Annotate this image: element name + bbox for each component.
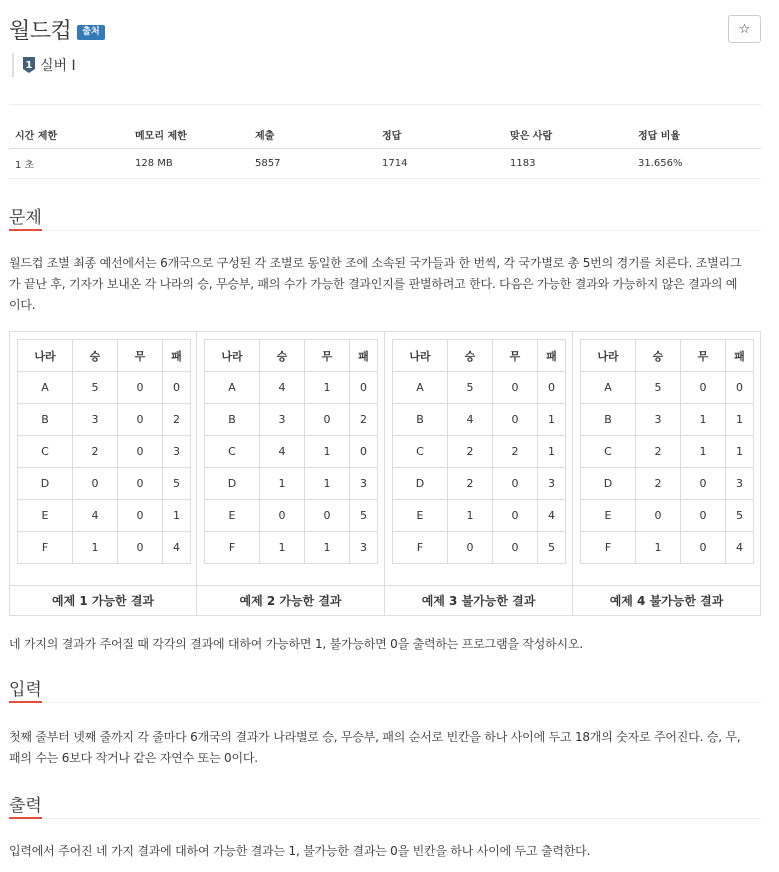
- tier-label[interactable]: 실버 I: [40, 58, 76, 74]
- example-row: [581, 436, 754, 468]
- example-caption: 예제 2 가능한 결과: [197, 585, 384, 615]
- example-cell: 5: [350, 500, 378, 532]
- example-row: [393, 468, 566, 500]
- example-cell: 2: [493, 436, 538, 468]
- example-header-cell: 패: [538, 340, 566, 372]
- info-value: 5857: [249, 148, 376, 178]
- example-row: [18, 372, 191, 404]
- problem-info-table: [9, 121, 761, 179]
- example-cell: 0: [681, 468, 726, 500]
- example-cell: A: [205, 372, 260, 404]
- example-cell: 0: [350, 372, 378, 404]
- example-cell: 0: [118, 436, 163, 468]
- example-cell: C: [18, 436, 73, 468]
- example-cell: 5: [636, 372, 681, 404]
- example-cell: 1: [636, 532, 681, 564]
- example-cell: 0: [73, 468, 118, 500]
- example-cell: F: [205, 532, 260, 564]
- example-header-row: [18, 340, 191, 372]
- example-cell: 4: [448, 404, 493, 436]
- example-cell: 1: [448, 500, 493, 532]
- example-row: [581, 468, 754, 500]
- example-cell: 2: [73, 436, 118, 468]
- output-heading-underline: [9, 817, 42, 819]
- example-cell: C: [393, 436, 448, 468]
- example-cell: 5: [448, 372, 493, 404]
- example-cell: 0: [493, 532, 538, 564]
- example-cell: 1: [305, 532, 350, 564]
- output-heading: 출력: [9, 796, 42, 816]
- page-title: 월드컵: [9, 18, 72, 44]
- example-cell: C: [205, 436, 260, 468]
- example-cell: A: [393, 372, 448, 404]
- example-cell: 4: [726, 532, 754, 564]
- example-cell: 0: [493, 468, 538, 500]
- example-cell: 1: [305, 468, 350, 500]
- example-cell: D: [581, 468, 636, 500]
- example-cell: 3: [538, 468, 566, 500]
- example-cell: 2: [350, 404, 378, 436]
- tier-number: 1: [25, 60, 33, 71]
- example-cell: 1: [681, 436, 726, 468]
- example-tables: [9, 331, 761, 616]
- example-cell: F: [18, 532, 73, 564]
- example-header-cell: 나라: [205, 340, 260, 372]
- tier-shield-icon: [23, 57, 35, 73]
- info-value: 1 초: [9, 148, 129, 178]
- example-cell: D: [393, 468, 448, 500]
- example-header-cell: 나라: [581, 340, 636, 372]
- example-cell: 0: [118, 468, 163, 500]
- example-cell: 3: [726, 468, 754, 500]
- example-cell: A: [18, 372, 73, 404]
- example-row: [205, 404, 378, 436]
- title-row: [9, 12, 105, 46]
- example-cell: 0: [681, 532, 726, 564]
- input-description: [9, 727, 761, 769]
- section-divider: [9, 702, 761, 703]
- example-header-cell: 무: [493, 340, 538, 372]
- example-cell: 1: [73, 532, 118, 564]
- info-value: 128 MB: [129, 148, 249, 178]
- example-cell: 4: [73, 500, 118, 532]
- example-row: [205, 532, 378, 564]
- example-cell: 0: [118, 500, 163, 532]
- example-header-cell: 승: [636, 340, 681, 372]
- problem-heading-underline: [9, 229, 42, 231]
- example-cell: 0: [538, 372, 566, 404]
- info-header: 맞은 사람: [504, 121, 632, 148]
- example-cell: 1: [538, 404, 566, 436]
- example-cell: 0: [260, 500, 305, 532]
- example-header-row: [393, 340, 566, 372]
- input-line: 패의 수는 6보다 작거나 같은 자연수 또는 0이다.: [9, 751, 258, 765]
- input-line: 첫째 줄부터 넷째 줄까지 각 줄마다 6개국의 결과가 나라별로 승, 무승부, 패의 순서로 빈칸을 하나 사이에 두고 18개의 숫자로 주어진다. 승, 무,: [9, 730, 741, 744]
- example-header-cell: 패: [163, 340, 191, 372]
- section-divider: [9, 230, 761, 231]
- example-cell: E: [581, 500, 636, 532]
- example-cell: 1: [305, 436, 350, 468]
- example-cell: 2: [163, 404, 191, 436]
- example-caption: 예제 3 불가능한 결과: [385, 585, 572, 615]
- example-cell: 2: [448, 468, 493, 500]
- problem-line: 이다.: [9, 298, 36, 312]
- info-value: 1714: [376, 148, 504, 178]
- example-table: [392, 339, 566, 564]
- example-cell: 0: [493, 372, 538, 404]
- example-row: [18, 500, 191, 532]
- example-cell: 3: [73, 404, 118, 436]
- example-row: [18, 404, 191, 436]
- example-cell: 0: [493, 404, 538, 436]
- example-header-row: [205, 340, 378, 372]
- example-cell: 1: [681, 404, 726, 436]
- example-caption: 예제 1 가능한 결과: [10, 585, 196, 615]
- example-cell: 4: [260, 372, 305, 404]
- divider: [9, 104, 761, 105]
- example-cell: 5: [163, 468, 191, 500]
- output-line: 입력에서 주어진 네 가지 결과에 대하여 가능한 결과는 1, 불가능한 결과는 0을 빈칸을 하나 사이에 두고 출력한다.: [9, 844, 591, 858]
- info-header: 정답 비율: [632, 121, 761, 148]
- example-row: [393, 404, 566, 436]
- example-cell: 4: [538, 500, 566, 532]
- input-heading-underline: [9, 701, 42, 703]
- example-cell: 5: [538, 532, 566, 564]
- example-header-cell: 무: [681, 340, 726, 372]
- example-cell: E: [205, 500, 260, 532]
- example-row: [581, 404, 754, 436]
- problem-task: 네 가지의 결과가 주어질 때 각각의 결과에 대하여 가능하면 1, 불가능하면 0을 출력하는 프로그램을 작성하시오.: [9, 637, 583, 651]
- example-header-cell: 나라: [393, 340, 448, 372]
- example-table: [580, 339, 754, 564]
- example-row: [581, 532, 754, 564]
- tier-row: [12, 53, 76, 77]
- example-cell: E: [393, 500, 448, 532]
- example-cell: B: [205, 404, 260, 436]
- example-row: [393, 532, 566, 564]
- example-cell: 0: [726, 372, 754, 404]
- example-cell: 1: [538, 436, 566, 468]
- example-cell: 1: [305, 372, 350, 404]
- example-cell: 3: [350, 532, 378, 564]
- star-button[interactable]: ☆: [728, 15, 761, 43]
- example-cell: B: [393, 404, 448, 436]
- example-cell: 3: [163, 436, 191, 468]
- example-row: [581, 500, 754, 532]
- example-table: [17, 339, 191, 564]
- example-cell: E: [18, 500, 73, 532]
- example-header-cell: 승: [448, 340, 493, 372]
- example-cell: B: [18, 404, 73, 436]
- source-badge[interactable]: 출처: [77, 25, 104, 40]
- example-cell: 0: [118, 532, 163, 564]
- example-cell: A: [581, 372, 636, 404]
- example-row: [205, 372, 378, 404]
- example-cell: 5: [726, 500, 754, 532]
- example-cell: 0: [118, 372, 163, 404]
- example-cell: 0: [681, 372, 726, 404]
- example-header-cell: 무: [118, 340, 163, 372]
- info-value-row: [9, 148, 761, 178]
- example-caption: 예제 4 불가능한 결과: [573, 585, 760, 615]
- example-cell: 0: [636, 500, 681, 532]
- example-cell: 3: [350, 468, 378, 500]
- info-value: 1183: [504, 148, 632, 178]
- example-header-cell: 나라: [18, 340, 73, 372]
- example-column-4: [573, 332, 760, 615]
- example-cell: C: [581, 436, 636, 468]
- info-header-row: [9, 121, 761, 148]
- example-header-cell: 무: [305, 340, 350, 372]
- example-cell: 2: [636, 436, 681, 468]
- example-cell: 2: [448, 436, 493, 468]
- example-column-3: [385, 332, 573, 615]
- info-header: 시간 제한: [9, 121, 129, 148]
- example-cell: F: [581, 532, 636, 564]
- example-cell: D: [205, 468, 260, 500]
- example-header-cell: 승: [260, 340, 305, 372]
- example-cell: 0: [305, 500, 350, 532]
- example-row: [393, 372, 566, 404]
- example-cell: 2: [636, 468, 681, 500]
- section-divider: [9, 818, 761, 819]
- example-row: [581, 372, 754, 404]
- example-cell: F: [393, 532, 448, 564]
- example-row: [205, 436, 378, 468]
- example-cell: 0: [350, 436, 378, 468]
- info-header: 제출: [249, 121, 376, 148]
- problem-line: 월드컵 조별 최종 예선에서는 6개국으로 구성된 각 조별로 동일한 조에 소속된 국가들과 한 번씩, 각 국가별로 총 5번의 경기를 치른다. 조별리그: [9, 256, 742, 270]
- example-header-cell: 패: [350, 340, 378, 372]
- example-cell: 1: [726, 436, 754, 468]
- problem-heading: 문제: [9, 208, 42, 228]
- example-cell: 1: [260, 532, 305, 564]
- example-cell: 3: [260, 404, 305, 436]
- example-header-cell: 패: [726, 340, 754, 372]
- example-table: [204, 339, 378, 564]
- example-cell: 1: [726, 404, 754, 436]
- example-row: [205, 468, 378, 500]
- example-cell: D: [18, 468, 73, 500]
- example-header-cell: 승: [73, 340, 118, 372]
- example-cell: B: [581, 404, 636, 436]
- example-cell: 0: [493, 500, 538, 532]
- problem-description: [9, 253, 761, 316]
- example-cell: 4: [260, 436, 305, 468]
- example-row: [18, 436, 191, 468]
- example-cell: 0: [163, 372, 191, 404]
- example-cell: 1: [260, 468, 305, 500]
- example-cell: 1: [163, 500, 191, 532]
- example-cell: 3: [636, 404, 681, 436]
- info-header: 메모리 제한: [129, 121, 249, 148]
- example-cell: 0: [305, 404, 350, 436]
- example-row: [393, 500, 566, 532]
- example-cell: 0: [448, 532, 493, 564]
- example-cell: 0: [118, 404, 163, 436]
- example-cell: 4: [163, 532, 191, 564]
- example-column-2: [197, 332, 385, 615]
- output-description: [9, 841, 761, 862]
- example-row: [393, 436, 566, 468]
- example-row: [18, 532, 191, 564]
- example-row: [18, 468, 191, 500]
- example-header-row: [581, 340, 754, 372]
- problem-line: 가 끝난 후, 기자가 보내온 각 나라의 승, 무승부, 패의 수가 가능한 결과인지를 판별하려고 한다. 다음은 가능한 결과와 가능하지 않은 결과의 예: [9, 277, 738, 291]
- info-value: 31.656%: [632, 148, 761, 178]
- info-header: 정답: [376, 121, 504, 148]
- example-cell: 5: [73, 372, 118, 404]
- example-row: [205, 500, 378, 532]
- input-heading: 입력: [9, 680, 42, 700]
- example-column-1: [10, 332, 197, 615]
- example-cell: 0: [681, 500, 726, 532]
